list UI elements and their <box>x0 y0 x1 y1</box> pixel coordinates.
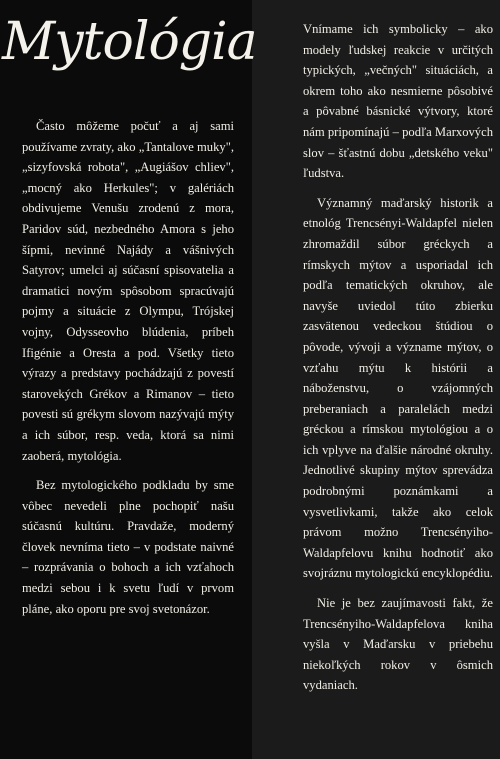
left-text-column <box>22 116 234 619</box>
cover-title: Mytológia <box>2 12 257 72</box>
right-paragraph-3: Nie je bez zaujímavosti fakt, že Trencsényiho-Waldapfelova kniha vyšla v Maďarsku v priebehu niekoľkých rokov v ôsmich vydaniach. <box>303 596 493 693</box>
left-paragraph-1: Často môžeme počuť a aj sami používame zvraty, ako „Tantalove muky", „sizyfovská robota", „Augiášov chliev", „mocný ako Herkules"; v galériách obdivujeme Venušu zrodenú z mora, Paridov súd, nezbedného Amora s jeho šípmi, nevinné Najády a vášnivých Satyrov; umelci aj súčasní spisovatelia a dramatici novým spôsobom spracúvajú pojmy a situácie z Olympu, Trójskej vojny, Odysseovho blúdenia, príbeh Ifigénie a Oresta a pod. Všetky tieto výrazy a predstavy pochádzajú z povestí starovekých Grékov a Rimanov – tieto povesti sú grékym slovom nazývajú mýty a ich súbor, resp. veda, ktorá sa nimi zaoberá, mytológia. <box>22 119 234 463</box>
left-paragraph-2: Bez mytologického podkladu by sme vôbec nevedeli plne pochopiť našu súčasnú kultúru. Pravdaže, moderný človek nevníma tieto – v podstate naivné – rozprávania o bohoch a ich vzťahoch medzi sebou i k svetu ľudí v prvom pláne, ako oporu pre svoj svetonázor. <box>22 478 234 616</box>
right-paragraph-1: Vnímame ich symbolicky – ako modely ľudskej reakcie v určitých typických, „večných" situáciách, a okrem toho ako nesmierne pôsobivé a pôvabné básnické výtvory, ktoré nám pripomínajú – podľa Marxových slov – šťastnú dobu „detského veku" ľudstva. <box>303 22 493 181</box>
right-paragraph-2: Významný maďarský historik a etnológ Trencsényi-Waldapfel nielen zhromaždil súbor gréckych a rímskych mýtov a usporiadal ich podľa tematických okruhov, ale navyše uviedol túto zbierku zasvätenou vedeckou štúdiou o pôvode, vývoji a význame mýtov, o vzťahu mýtu k histórii a náboženstvu, o vzájomných preberaniach a paralelách medzi gréckou a rímskou mytológiou a o ich vplyve na ďalšie národné okruhy. Jednotlivé skupiny mýtov sprevádza podrobnými poznámkami a vysvetlivkami, takže ako celok právom možno Trencsényiho-Waldapfelovu knihu hodnotiť ako svojráznu mytologickú encyklopédiu. <box>303 195 493 581</box>
right-text-column <box>303 19 493 696</box>
